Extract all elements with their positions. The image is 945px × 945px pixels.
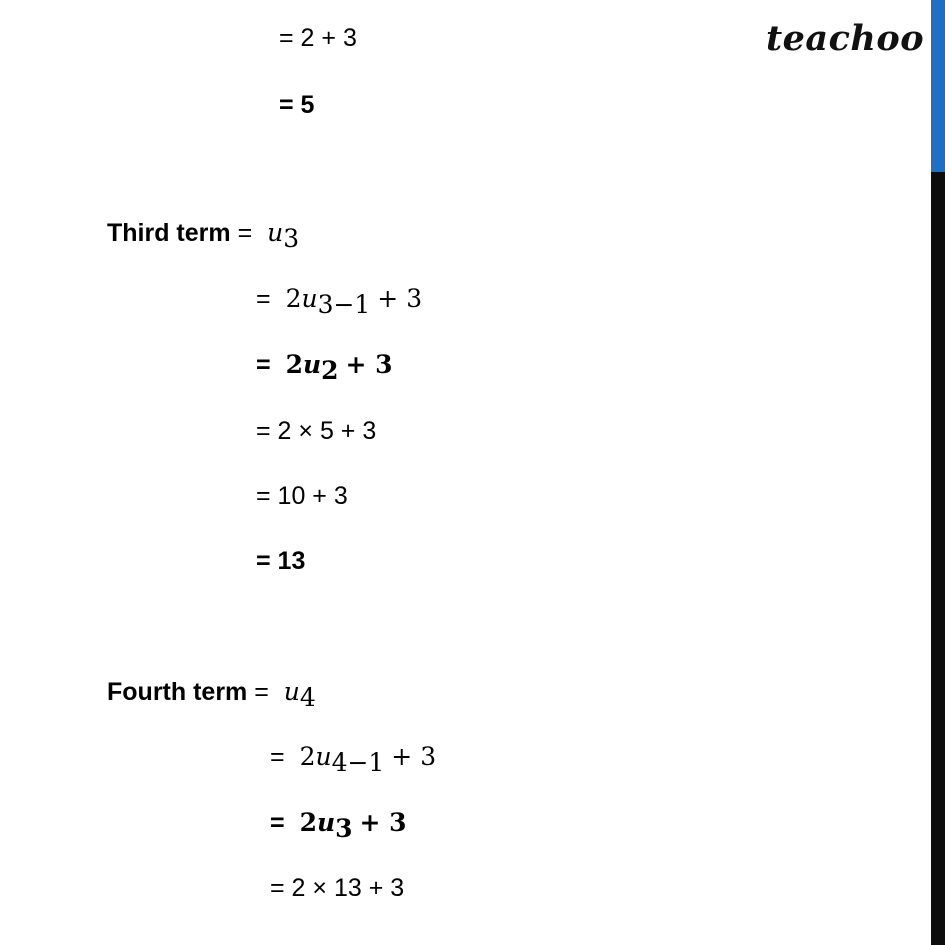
scrollbar-thumb[interactable]: [931, 0, 945, 172]
step-line: [270, 808, 407, 843]
math-plus-three: + 3: [391, 742, 437, 771]
step-line: = 2 × 5 + 3: [256, 417, 377, 445]
math-u: u: [283, 677, 300, 706]
teachoo-logo: teachoo: [766, 18, 925, 59]
step-result: = 5: [279, 91, 315, 119]
fourth-term-label: Fourth term: [107, 678, 248, 706]
math-subscript: 2: [321, 356, 339, 385]
math-plus-three: + 3: [345, 350, 393, 379]
math-u: u: [302, 350, 322, 379]
equals-sign: =: [270, 809, 285, 837]
step-line: = 2 × 13 + 3: [270, 874, 405, 902]
math-coefficient: 2: [285, 350, 303, 379]
third-term-label: Third term: [107, 219, 231, 247]
equals-sign: =: [256, 285, 271, 313]
step-line: [256, 350, 393, 385]
step-line: = 10 + 3: [256, 482, 348, 510]
math-coefficient: 2: [299, 808, 317, 837]
equals-sign: =: [254, 678, 269, 706]
math-u: u: [315, 742, 332, 771]
step-line: [270, 742, 437, 777]
fourth-term-heading: [107, 677, 316, 712]
math-plus-three: + 3: [377, 284, 423, 313]
third-term-heading: [107, 218, 300, 253]
step-line: = 2 + 3: [279, 24, 357, 52]
math-subscript: 3−1: [317, 290, 371, 319]
math-subscript: 4: [299, 683, 316, 712]
math-subscript: 4−1: [331, 748, 385, 777]
math-coefficient: 2: [299, 742, 316, 771]
step-result: = 13: [256, 547, 306, 575]
equals-sign: =: [270, 743, 285, 771]
math-u: u: [316, 808, 336, 837]
math-coefficient: 2: [285, 284, 302, 313]
math-subscript: 3: [283, 224, 300, 253]
scrollbar-track[interactable]: [931, 0, 945, 945]
math-subscript: 3: [335, 814, 353, 843]
equals-sign: =: [256, 351, 271, 379]
math-plus-three: + 3: [359, 808, 407, 837]
math-u: u: [301, 284, 318, 313]
equals-sign: =: [237, 219, 253, 247]
step-line: [256, 284, 423, 319]
math-u: u: [267, 218, 284, 247]
